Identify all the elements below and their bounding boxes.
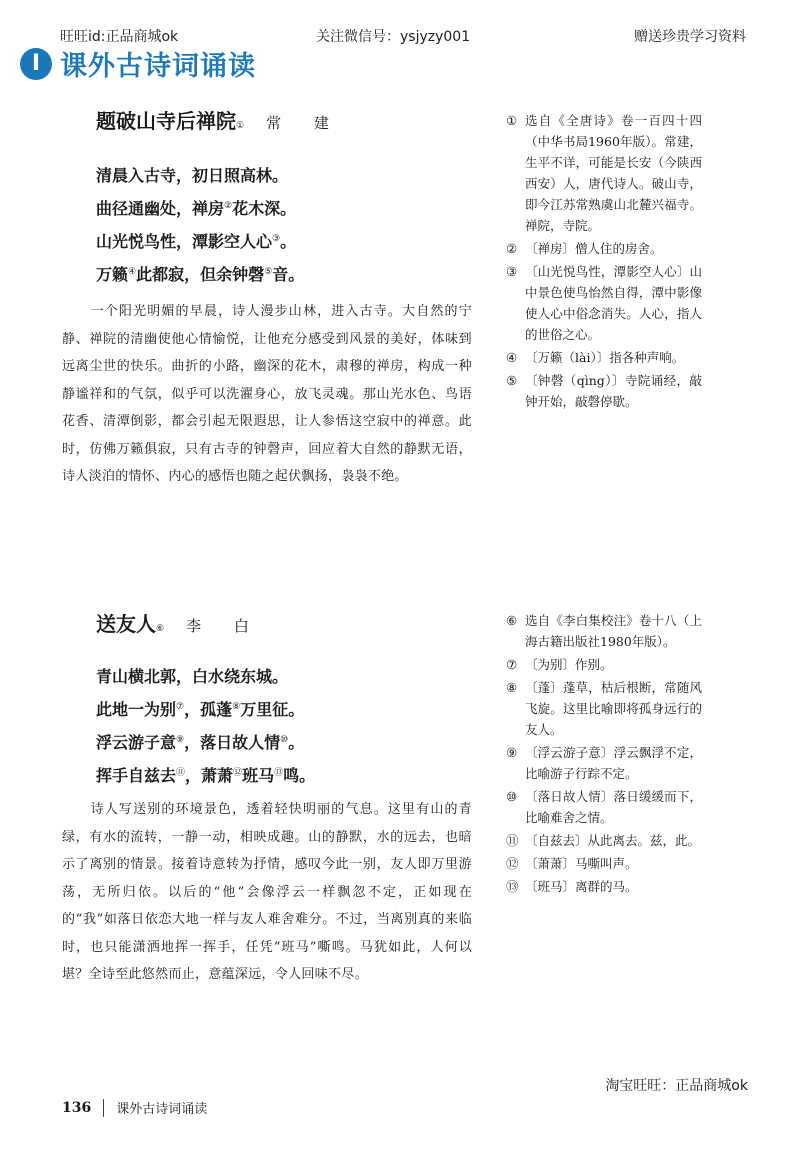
poem-line: 挥手自兹去⑪，萧萧⑫班马⑬鸣。 — [96, 766, 316, 785]
note-ref: ④ — [128, 267, 137, 277]
note-ref: ⑧ — [232, 702, 241, 712]
poem-2-footnotes — [506, 610, 702, 899]
watermark-right: 赠送珍贵学习资料 — [634, 29, 746, 45]
footnote: ② 〔禅房〕僧人住的房舍。 — [506, 241, 663, 256]
footer-divider — [103, 1099, 104, 1117]
poem-line: 山光悦鸟性，潭影空人心③。 — [96, 232, 297, 251]
poem-2 — [96, 608, 476, 791]
note-ref: ⑨ — [176, 735, 185, 745]
poem-2-commentary: 诗人写送别的环境景色，透着轻快明丽的气息。这里有山的青绿，有水的流转，一静一动，相映成趣。山的静默，水的远去，也暗示了离别的情景。接着诗意转为抒情，感叹今此一别，友人即万里游荡，无所归依。以后的“他”会像浮云一样飘忽不定，正如现在的“我”如落日依恋大地一样与友人难舍难分。不过，当离别真的来临时，也只能潇洒地挥一挥手，任凭“班马”嘶鸣。马犹如此，人何以堪？全诗至此悠然而止，意蕴深远，令人回味不尽。 — [62, 802, 472, 982]
note-ref: ③ — [272, 234, 281, 244]
poem-2-title-note-ref: ⑥ — [156, 624, 165, 634]
poem-line: 万籁④此都寂，但余钟磬⑤音。 — [96, 265, 305, 284]
poem-line: 浮云游子意⑨，落日故人情⑩。 — [96, 733, 305, 752]
watermark-left: 旺旺id:正品商城ok — [60, 29, 179, 45]
page-number: 136 — [62, 1099, 92, 1116]
footnote: ④ 〔万籁（lài）〕指各种声响。 — [506, 350, 685, 365]
poem-2-lines — [96, 661, 476, 791]
taobao-watermark: 淘宝旺旺：正品商城ok — [605, 1078, 748, 1094]
note-ref: ⑩ — [280, 735, 289, 745]
watermark-center: 关注微信号：ysjyzy001 — [316, 29, 471, 45]
poem-2-header — [96, 608, 476, 637]
poem-2-author: 李 白 — [186, 617, 263, 635]
poem-1-footnotes — [506, 110, 702, 414]
poem-1-author: 常 建 — [266, 114, 343, 132]
poem-line: 此地一为别⑦，孤蓬⑧万里征。 — [96, 700, 305, 719]
poem-1-lines — [96, 160, 476, 290]
section-badge: I — [20, 48, 52, 80]
poem-line: 青山横北郭，白水绕东城。 — [96, 667, 289, 686]
note-ref: ⑫ — [233, 768, 243, 778]
footnote: ⑦ 〔为别〕作别。 — [506, 657, 613, 672]
footnote: ⑨ 〔浮云游子意〕浮云飘浮不定，比喻游子行踪不定。 — [506, 745, 702, 781]
note-ref: ⑬ — [274, 768, 284, 778]
poem-1-title-note-ref: ① — [236, 121, 245, 131]
footer-book-title: 课外古诗词诵读 — [116, 1102, 208, 1117]
footnote: ⑤ 〔钟磬（qìng）〕寺院诵经，敲钟开始，敲磬停歇。 — [506, 373, 702, 409]
poem-line: 曲径通幽处，禅房②花木深。 — [96, 199, 297, 218]
note-ref: ⑦ — [176, 702, 185, 712]
footnote: ⑫ 〔萧萧〕马嘶叫声。 — [506, 856, 638, 871]
note-ref: ⑤ — [264, 267, 273, 277]
poem-1-title: 题破山寺后禅院 — [96, 109, 236, 133]
poem-1-commentary: 一个阳光明媚的早晨，诗人漫步山林，进入古寺。大自然的宁静、禅院的清幽使他心情愉悦，让他充分感受到风景的美好，体味到远离尘世的快乐。曲折的小路，幽深的花木，肃穆的禅房，构成一种静谧祥和的气氛，似乎可以洗濯身心，放飞灵魂。那山光水色、鸟语花香、清潭倒影，都会引起无限遐思，让人参悟这空寂中的禅意。此时，仿佛万籁俱寂，只有古寺的钟磬声，回应着大自然的静默无语，诗人淡泊的情怀、内心的感悟也随之起伏飘扬，袅袅不绝。 — [62, 304, 472, 484]
footnote: ① 选自《全唐诗》卷一百四十四（中华书局1960年版）。常建，生平不详，可能是长安（今陕西西安）人，唐代诗人。破山寺，即今江苏常熟虞山北麓兴福寺。禅院，寺院。 — [506, 113, 702, 233]
poem-1-header — [96, 105, 476, 134]
note-ref: ⑪ — [176, 768, 186, 778]
note-ref: ② — [224, 201, 233, 211]
page-footer — [62, 1098, 207, 1117]
poem-1 — [96, 105, 476, 290]
footnote: ⑧ 〔蓬〕蓬草，枯后根断，常随风飞旋。这里比喻即将孤身远行的友人。 — [506, 680, 702, 737]
section-header — [20, 44, 256, 83]
poem-line: 清晨入古寺，初日照高林。 — [96, 166, 289, 185]
footnote: ③ 〔山光悦鸟性，潭影空人心〕山中景色使鸟怡然自得，潭中影像使人心中俗念消失。人心，指人的世俗之心。 — [506, 264, 702, 342]
footnote: ⑬ 〔班马〕离群的马。 — [506, 879, 638, 894]
footnote: ⑥ 选自《李白集校注》卷十八（上海古籍出版社1980年版）。 — [506, 613, 702, 649]
footnote: ⑩ 〔落日故人情〕落日缓缓而下，比喻难舍之情。 — [506, 789, 702, 825]
section-title: 课外古诗词诵读 — [60, 51, 256, 82]
poem-2-title: 送友人 — [96, 612, 156, 636]
footnote: ⑪ 〔自兹去〕从此离去。兹，此。 — [506, 833, 701, 848]
